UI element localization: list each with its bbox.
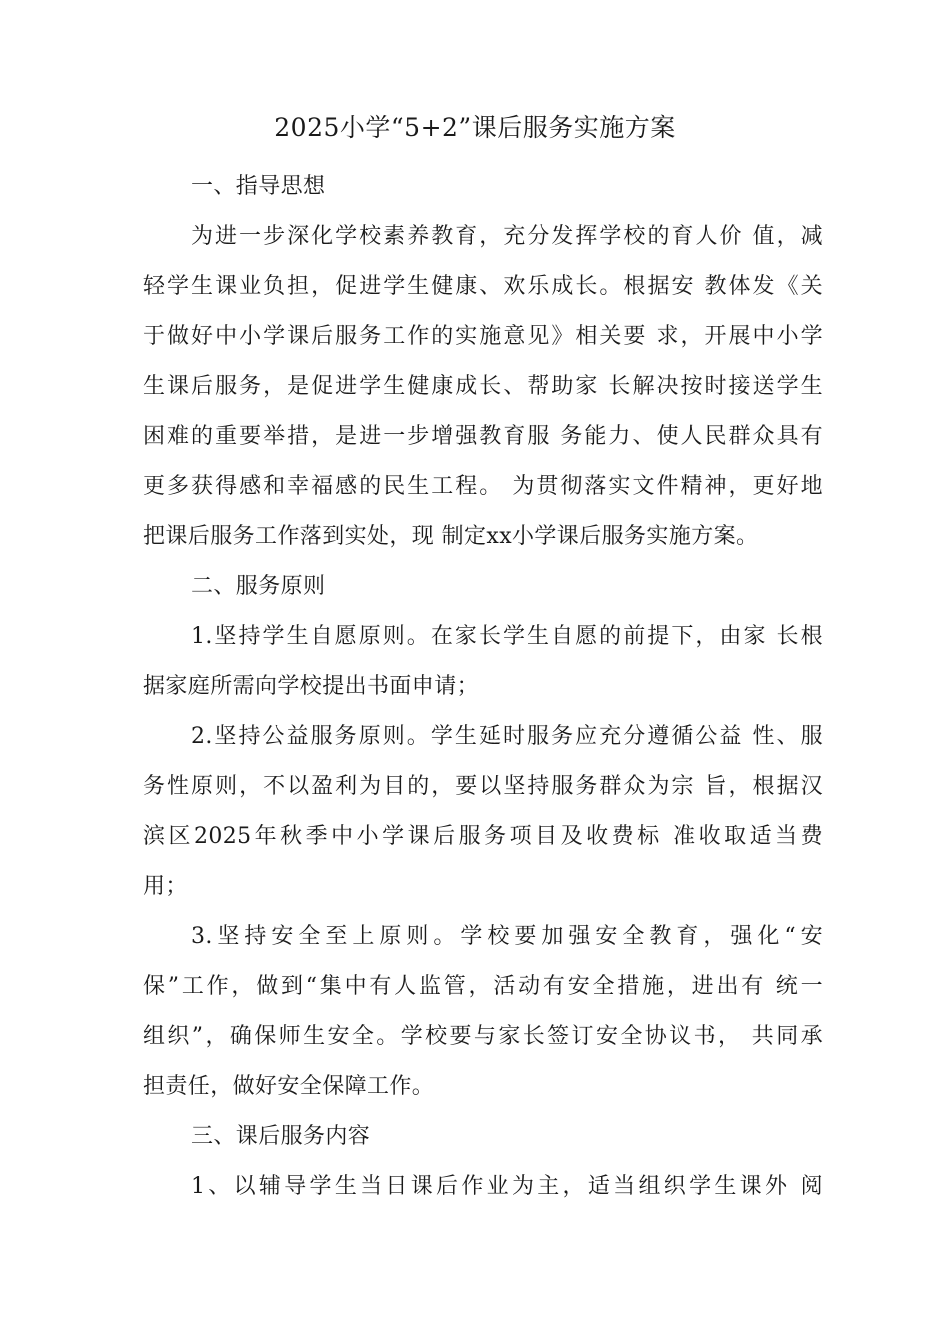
document-body [143,162,823,1212]
paragraph-line: 为进一步深化学校素养教育，充分发挥学校的育人价 值，减 [191,224,823,249]
section-heading-guiding-ideology: 一、指导思想 [191,174,326,199]
paragraph-line: 1、以辅导学生当日课后作业为主，适当组织学生课外 阅 [191,1174,823,1199]
paragraph-line: 生课后服务，是促进学生健康成长、帮助家 长解决按时接送学生 [143,374,823,399]
section-heading-service-content: 三、课后服务内容 [191,1124,371,1149]
paragraph-line: 担责任，做好安全保障工作。 [143,1074,435,1099]
paragraph-line: 把课后服务工作落到实处，现 制定xx小学课后服务实施方案。 [143,524,759,549]
paragraph-line: 保”工作，做到“集中有人监管，活动有安全措施，进出有 统一 [143,974,823,999]
paragraph-line: 滨区2025年秋季中小学课后服务项目及收费标 准收取适当费 [143,824,823,849]
paragraph-line: 务性原则，不以盈利为目的，要以坚持服务群众为宗 旨，根据汉 [143,774,823,799]
paragraph-line: 于做好中小学课后服务工作的实施意见》相关要 求，开展中小学 [143,324,823,349]
paragraph-line: 用； [143,874,188,899]
paragraph-line: 据家庭所需向学校提出书面申请； [143,674,480,699]
paragraph-line: 困难的重要举措，是进一步增强教育服 务能力、使人民群众具有 [143,424,823,449]
paragraph-line: 更多获得感和幸福感的民生工程。 为贯彻落实文件精神，更好地 [143,474,823,499]
section-heading-service-principles: 二、服务原则 [191,574,326,599]
paragraph-line: 组织”，确保师生安全。学校要与家长签订安全协议书， 共同承 [143,1024,823,1049]
paragraph-line: 3.坚持安全至上原则。学校要加强安全教育，强化“安 [191,924,823,949]
paragraph-line: 2.坚持公益服务原则。学生延时服务应充分遵循公益 性、服 [191,724,823,749]
document-title: 2025小学“5+2”课后服务实施方案 [274,113,676,142]
paragraph-line: 轻学生课业负担，促进学生健康、欢乐成长。根据安 教体发《关 [143,274,823,299]
paragraph-line: 1.坚持学生自愿原则。在家长学生自愿的前提下，由家 长根 [191,624,823,649]
